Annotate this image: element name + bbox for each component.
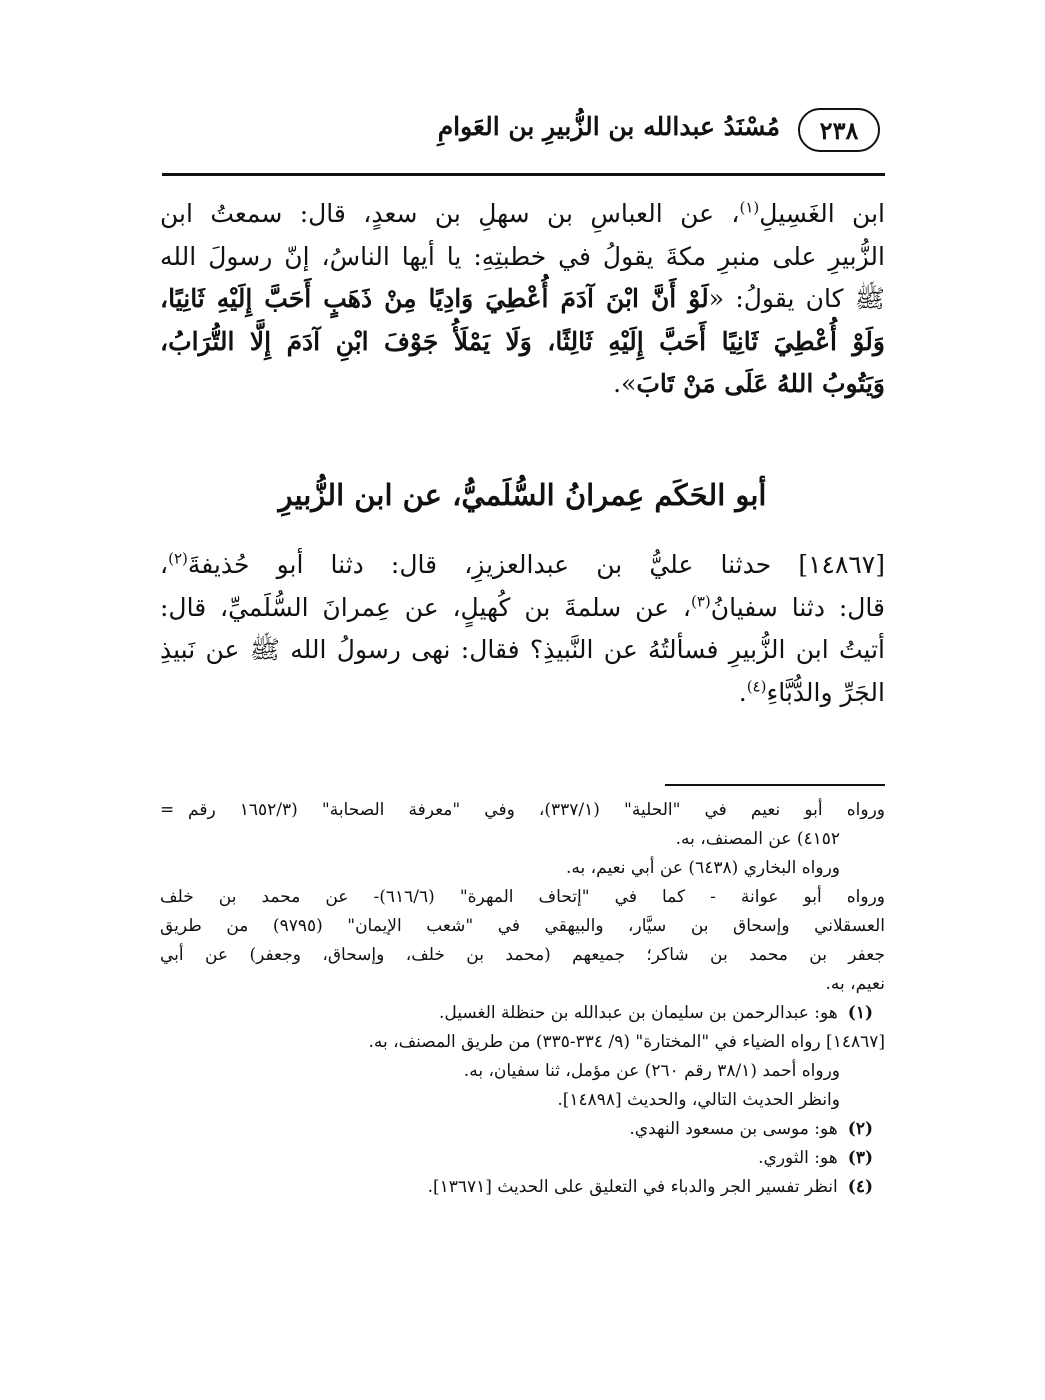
footnote-line: ٤١٥٢) عن المصنف، به. xyxy=(675,829,840,849)
page-number-badge xyxy=(798,108,880,152)
text-line: الزُّبيرِ على منبرِ مكةَ يقولُ في خطبتِهِ: يا أيها الناسُ، إنّ رسولَ الله xyxy=(160,241,885,271)
footnote-ref-3: (٣) xyxy=(690,592,711,611)
footnote-text: هو: عبدالرحمن بن سليمان بن عبدالله بن حنظلة الغسيل. xyxy=(438,1003,838,1023)
footnote-4 xyxy=(160,1173,885,1202)
footnote-3 xyxy=(160,1144,885,1173)
text-line xyxy=(160,193,885,236)
text-span: ، عن سلمةَ بن كُهيلٍ، عن عِمرانَ السُّلَميِّ، قال: xyxy=(160,592,691,622)
section-heading: أبو الحَكَم عِمرانُ السُّلَميُّ، عن ابن الزُّبيرِ xyxy=(278,478,767,512)
continuation-mark: = xyxy=(160,800,175,820)
footnote-1 xyxy=(160,999,885,1028)
text-line: أتيتُ ابن الزُّبيرِ فسألتُهُ عن النَّبيذِ؟ فقال: نهى رسولُ الله ﷺ عن نَبيذِ xyxy=(160,635,885,664)
footnote-text: انظر تفسير الجر والدباء في التعليق على الحديث [١٣٦٧١]. xyxy=(427,1177,838,1197)
hadith-note-line: وانظر الحديث التالي، والحديث [١٤٨٩٨]. xyxy=(557,1090,840,1110)
footnote-number: (٣) xyxy=(847,1148,873,1168)
footnote-line: العسقلاني وإسحاق بن سيَّار، والبيهقي في "شعب الإيمان" (٩٧٩٥) من طريق xyxy=(160,916,885,936)
page-header xyxy=(160,108,880,158)
text-line xyxy=(160,278,885,321)
text-line xyxy=(160,672,885,715)
footnote-number: (٢) xyxy=(847,1119,873,1139)
text-span: [١٤٨٦٧] حدثنا عليُّ بن عبدالعزيزِ، قال: دثنا أبو حُذيفةَ xyxy=(187,550,885,579)
footnote-line: نعيم، به. xyxy=(825,974,885,994)
footnote-line: جعفر بن محمد بن شاكر؛ جميعهم (محمد بن خلف، وإسحاق، وجعفر) عن أبي xyxy=(160,945,885,965)
paragraph-2 xyxy=(160,544,885,714)
page-number: ٢٣٨ xyxy=(819,115,859,145)
text-line xyxy=(160,544,885,587)
text-span: الجَرِّ والدُّبَّاءِ xyxy=(766,677,885,707)
text-line xyxy=(160,587,885,630)
footnote-ref-4: (٤) xyxy=(746,677,767,696)
text-span: ﷺ كان يقولُ: « xyxy=(708,284,885,313)
footnote-text: هو: موسى بن مسعود النهدي. xyxy=(629,1119,838,1139)
footnote-ref-2: (٢) xyxy=(168,549,188,568)
hadith-note-line: [١٤٨٦٧] رواه الضياء في "المختارة" (٩/ ٣٣٤-٣٣٥) من طريق المصنف، به. xyxy=(368,1032,885,1052)
footnote-line xyxy=(160,796,885,825)
text-span: ، عن العباسِ بن سهلِ بن سعدٍ، قال: سمعتُ ابن xyxy=(160,199,740,228)
text-line xyxy=(160,363,885,406)
hadith-text: وَيَتُوبُ اللهُ عَلَى مَنْ تَابَ xyxy=(636,369,885,398)
footnote-number: (٤) xyxy=(847,1177,873,1197)
footnote-ref-1: (١) xyxy=(739,198,760,217)
paragraph-1 xyxy=(160,193,885,406)
text-span: . xyxy=(738,677,747,707)
footnote-line: ورواه البخاري (٦٤٣٨) عن أبي نعيم، به. xyxy=(565,858,840,878)
hadith-text-line: وَلَوْ أُعْطِيَ ثَانِيًا أَحَبَّ إِلَيْهِ ثَالِثًا، وَلَا يَمْلَأُ جَوْفَ ابْنِ آدَمَ إِلَّا التُّرَابُ، xyxy=(160,326,885,356)
footnote-2 xyxy=(160,1115,885,1144)
footnotes xyxy=(160,796,885,1202)
running-title: مُسْنَدُ عبدالله بن الزُّبيرِ بن العَوامِ xyxy=(437,112,780,141)
header-rule xyxy=(162,173,885,176)
footnote-rule xyxy=(665,784,885,786)
text-span: ، xyxy=(160,550,169,579)
text-span: ». xyxy=(613,369,637,398)
footnote-text: هو: الثوري. xyxy=(758,1148,838,1168)
hadith-note-line: ورواه أحمد (٣٨/١ رقم ٢٦٠) عن مؤمل، ثنا سفيان، به. xyxy=(463,1061,840,1081)
footnote-text: ورواه أبو نعيم في "الحلية" (٣٣٧/١)، وفي "معرفة الصحابة" (١٦٥٢/٣ رقم xyxy=(188,800,885,820)
text-span: قال: دثنا سفيانُ xyxy=(710,592,885,622)
hadith-text: لَوْ أَنَّ ابْنَ آدَمَ أُعْطِيَ وَادِيًا مِنْ ذَهَبٍ أَحَبَّ إِلَيْهِ ثَانِيًا، xyxy=(160,284,709,313)
footnote-line: ورواه أبو عوانة - كما في "إتحاف المهرة" (٦١٦/٦)- عن محمد بن خلف xyxy=(160,887,885,907)
text-span: ابن الغَسِيلِ xyxy=(759,199,885,228)
footnote-number: (١) xyxy=(847,1003,873,1023)
